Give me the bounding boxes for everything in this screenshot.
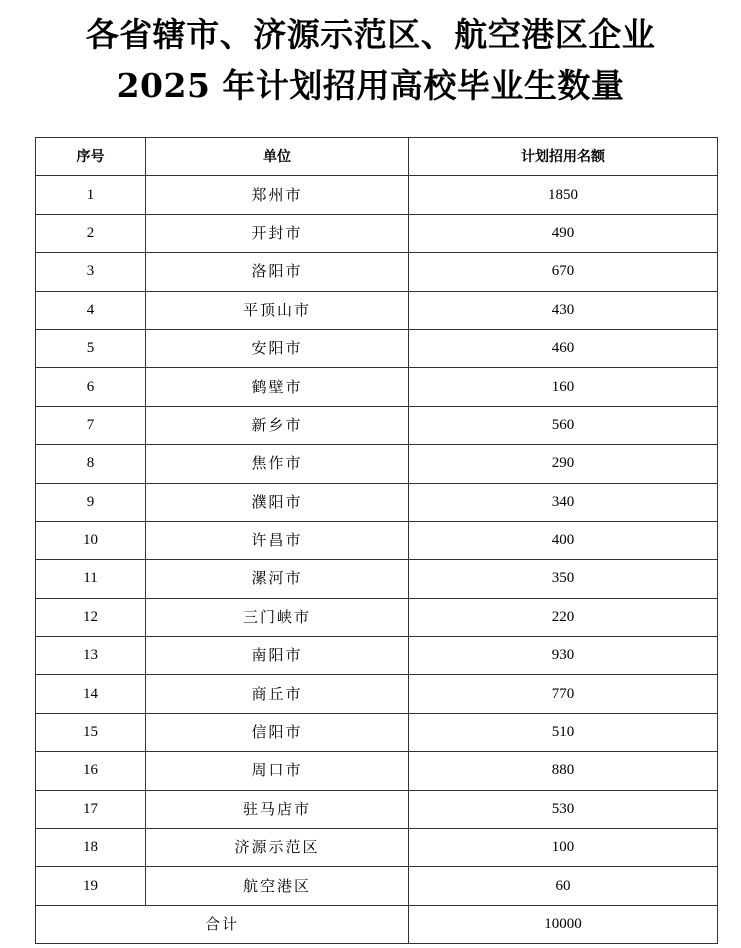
cell-unit: 许昌市: [146, 521, 409, 559]
cell-unit: 三门峡市: [146, 598, 409, 636]
header-serial-number: 序号: [36, 138, 146, 176]
cell-quota: 100: [409, 829, 718, 867]
table-row: [36, 406, 718, 444]
table-row: [36, 214, 718, 252]
cell-serial-number: 1: [36, 176, 146, 214]
cell-quota: 670: [409, 253, 718, 291]
cell-unit: 漯河市: [146, 560, 409, 598]
table-row: [36, 483, 718, 521]
cell-quota: 880: [409, 752, 718, 790]
cell-serial-number: 4: [36, 291, 146, 329]
quota-table: [35, 137, 718, 944]
cell-quota: 460: [409, 329, 718, 367]
table-row: [36, 829, 718, 867]
cell-quota: 530: [409, 790, 718, 828]
table-row: [36, 713, 718, 751]
table-header-row: [36, 138, 718, 176]
document-title-line1: 各省辖市、济源示范区、航空港区企业: [85, 15, 656, 54]
cell-serial-number: 5: [36, 329, 146, 367]
cell-unit: 平顶山市: [146, 291, 409, 329]
cell-unit: 郑州市: [146, 176, 409, 214]
cell-serial-number: 7: [36, 406, 146, 444]
cell-serial-number: 18: [36, 829, 146, 867]
cell-unit: 济源示范区: [146, 829, 409, 867]
table-row: [36, 445, 718, 483]
table-row: [36, 329, 718, 367]
cell-unit: 鹤壁市: [146, 368, 409, 406]
cell-unit: 濮阳市: [146, 483, 409, 521]
table-row: [36, 368, 718, 406]
cell-serial-number: 10: [36, 521, 146, 559]
table-row: [36, 560, 718, 598]
cell-quota: 340: [409, 483, 718, 521]
cell-unit: 驻马店市: [146, 790, 409, 828]
table-total-row: [36, 905, 718, 943]
cell-total-quota: 10000: [409, 905, 718, 943]
cell-unit: 信阳市: [146, 713, 409, 751]
cell-unit: 焦作市: [146, 445, 409, 483]
table-row: [36, 598, 718, 636]
cell-quota: 490: [409, 214, 718, 252]
table-row: [36, 790, 718, 828]
cell-unit: 周口市: [146, 752, 409, 790]
table-row: [36, 867, 718, 905]
cell-serial-number: 16: [36, 752, 146, 790]
cell-quota: 290: [409, 445, 718, 483]
cell-quota: 770: [409, 675, 718, 713]
cell-quota: 930: [409, 637, 718, 675]
cell-quota: 160: [409, 368, 718, 406]
table-row: [36, 637, 718, 675]
cell-serial-number: 12: [36, 598, 146, 636]
cell-quota: 350: [409, 560, 718, 598]
header-unit: 单位: [146, 138, 409, 176]
cell-serial-number: 19: [36, 867, 146, 905]
cell-quota: 1850: [409, 176, 718, 214]
cell-total-label: 合计: [36, 905, 409, 943]
table-row: [36, 291, 718, 329]
cell-quota: 430: [409, 291, 718, 329]
cell-serial-number: 2: [36, 214, 146, 252]
cell-unit: 商丘市: [146, 675, 409, 713]
cell-unit: 安阳市: [146, 329, 409, 367]
cell-unit: 南阳市: [146, 637, 409, 675]
table-row: [36, 752, 718, 790]
table-row: [36, 521, 718, 559]
table-row: [36, 253, 718, 291]
table-row: [36, 176, 718, 214]
document-title-line2: 2025 年计划招用高校毕业生数量: [116, 66, 625, 105]
cell-unit: 航空港区: [146, 867, 409, 905]
cell-serial-number: 17: [36, 790, 146, 828]
cell-serial-number: 9: [36, 483, 146, 521]
cell-quota: 560: [409, 406, 718, 444]
cell-serial-number: 13: [36, 637, 146, 675]
cell-quota: 510: [409, 713, 718, 751]
cell-serial-number: 3: [36, 253, 146, 291]
cell-unit: 洛阳市: [146, 253, 409, 291]
header-planned-quota: 计划招用名额: [409, 138, 718, 176]
table-row: [36, 675, 718, 713]
cell-unit: 新乡市: [146, 406, 409, 444]
cell-quota: 220: [409, 598, 718, 636]
cell-serial-number: 14: [36, 675, 146, 713]
cell-serial-number: 15: [36, 713, 146, 751]
cell-quota: 60: [409, 867, 718, 905]
cell-serial-number: 11: [36, 560, 146, 598]
cell-quota: 400: [409, 521, 718, 559]
table-body: [36, 176, 718, 944]
cell-unit: 开封市: [146, 214, 409, 252]
cell-serial-number: 6: [36, 368, 146, 406]
cell-serial-number: 8: [36, 445, 146, 483]
